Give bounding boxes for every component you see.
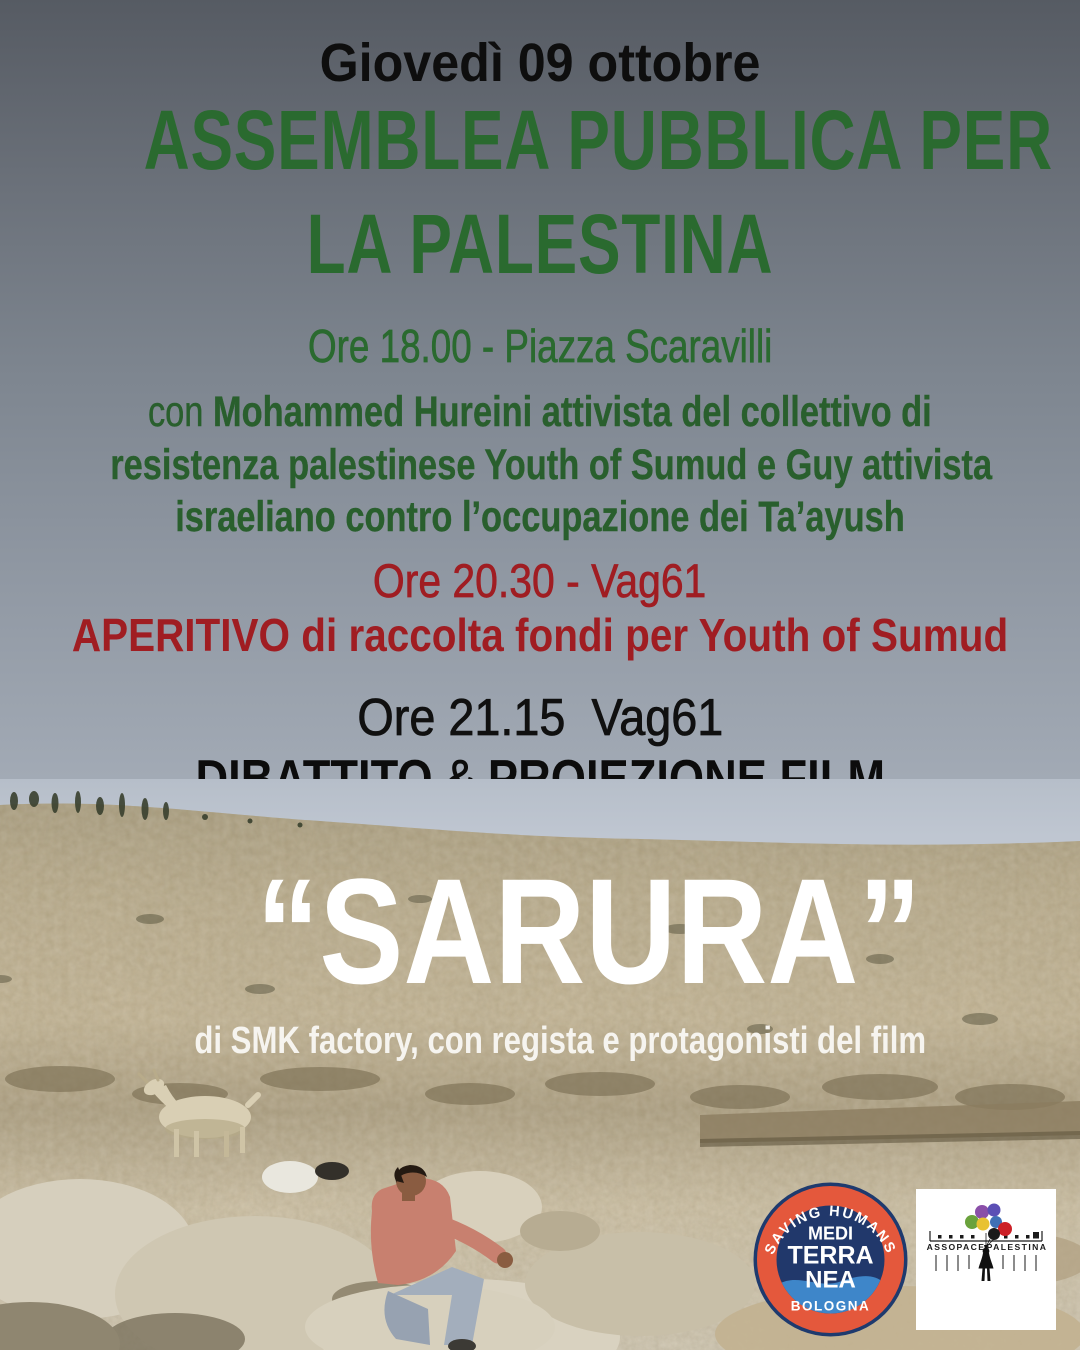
event2-description: APERITIVO di raccolta fondi per Youth of Sumud (71, 609, 1009, 661)
badge-arc-text: SAVING HUMANS (762, 1203, 899, 1258)
event1-con-prefix: con (148, 388, 204, 436)
assopace-palestina-logo (916, 1189, 1056, 1330)
badge-line1: MEDI (808, 1223, 853, 1244)
date-line (0, 33, 1080, 93)
white-bag (262, 1161, 318, 1193)
badge-bottom-text: BOLOGNA (790, 1298, 871, 1314)
mediterranea-logo (752, 1181, 909, 1338)
event1-desc-line2: resistenza palestinese Youth of Sumud e Guy attivista (110, 440, 993, 489)
event1-desc-line3: israeliano contro l’occupazione dei Ta’ayush (175, 493, 905, 541)
palestina-text: PALESTINA (986, 1242, 1048, 1252)
badge-line3: NEA (805, 1266, 856, 1294)
dark-goat (315, 1162, 349, 1180)
event2-time-place: Ore 20.30 - Vag61 (373, 554, 707, 607)
event1-desc-line1: Mohammed Hureini attivista del collettivo di (213, 388, 932, 436)
poster-title-line2: LA PALESTINA (306, 197, 774, 291)
badge-line2: TERRA (787, 1241, 874, 1270)
film-subtitle: di SMK factory, con regista e protagonisti del film (194, 1020, 926, 1062)
film-title: “SARURA” (256, 847, 922, 1015)
poster-title-line1: ASSEMBLEA PUBBLICA PER (143, 93, 1053, 187)
event1-time-place: Ore 18.00 - Piazza Scaravilli (307, 320, 773, 372)
date-text: Giovedì 09 ottobre (319, 33, 761, 93)
event3-time-place: Ore 21.15 Vag61 (357, 689, 723, 747)
assopace-text: ASSOPACE (926, 1242, 986, 1252)
event1-description (0, 386, 1080, 544)
